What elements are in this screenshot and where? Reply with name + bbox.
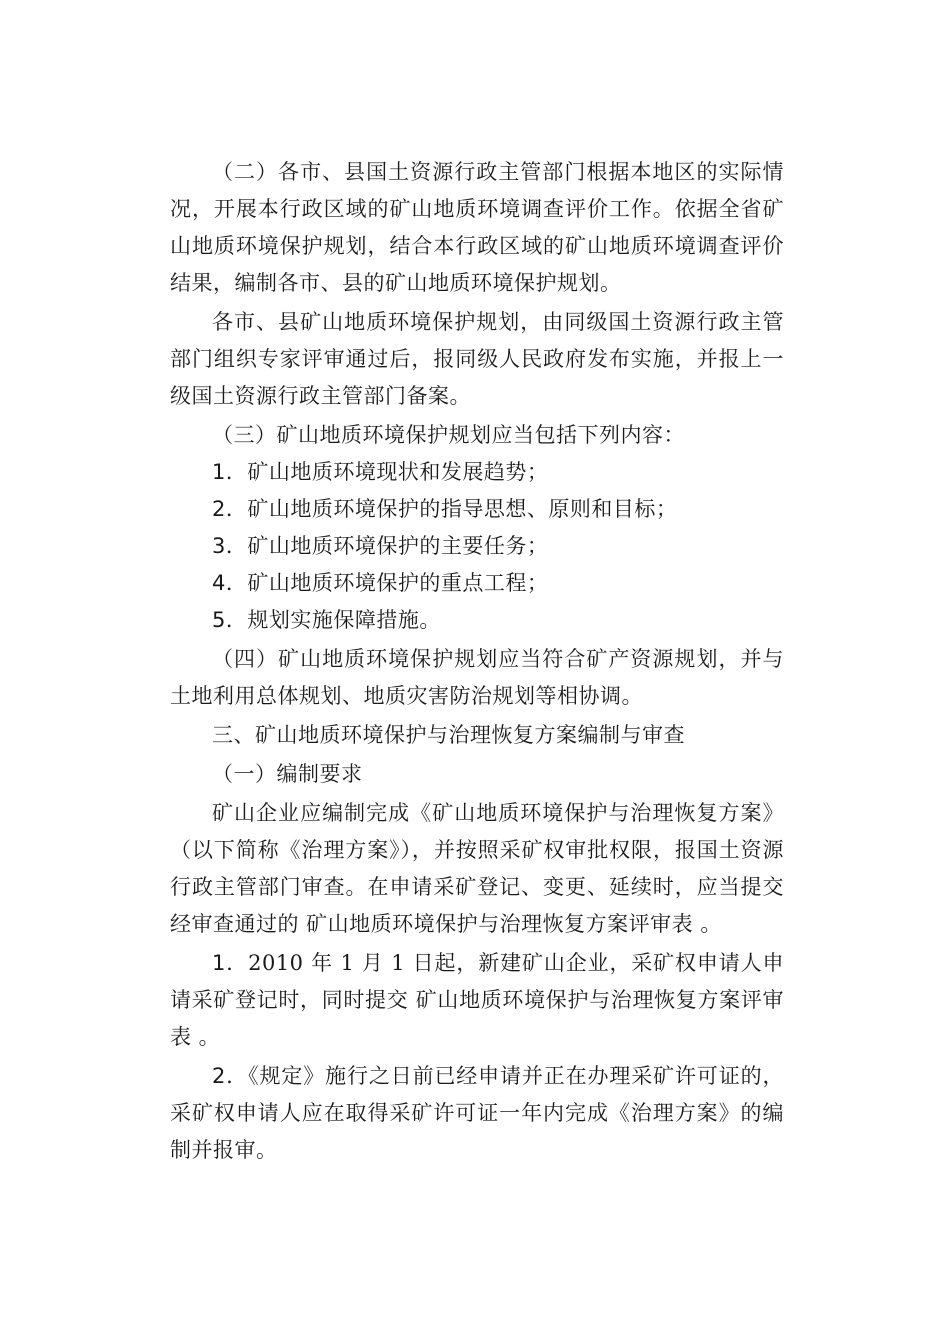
list-item-number: 2． [212,497,248,521]
paragraph-2-municipal-survey: （二）各市、县国土资源行政主管部门根据本地区的实际情况，开展本行政区域的矿山地质环境调查评价工作。依据全省矿山地质环境保护规划，结合本行政区域的矿山地质环境调查评价结果，编制各市、县的矿山地质环境保护规划。 [170,160,784,295]
document-body [170,154,784,1169]
paragraph-rule-1 [170,945,784,1056]
list-item [170,491,784,528]
list-item-text: 矿山地质环境保护的主要任务； [247,534,549,558]
section-heading-3: 三、矿山地质环境保护与治理恢复方案编制与审查 [212,723,685,747]
rule-number: 2． [212,1064,249,1088]
list-item-text: 矿山地质环境现状和发展趋势； [247,460,549,484]
paragraph-3-plan-contents: （三）矿山地质环境保护规划应当包括下列内容： [212,423,685,447]
paragraph-compile-requirement: 矿山企业应编制完成《矿山地质环境保护与治理恢复方案》（以下简称《治理方案》），并按照采矿权审批权限，报国土资源行政主管部门审查。在申请采矿登记、变更、延续时，应当提交经审查通过的 矿山地质环境保护与治理恢复方案评审表 。 [170,801,784,936]
paragraph-4-coordination: （四）矿山地质环境保护规划应当符合矿产资源规划，并与土地利用总体规划、地质灾害防治规划等相协调。 [170,647,784,708]
list-item-number: 4． [212,571,248,595]
list-item-text: 矿山地质环境保护的重点工程； [247,571,549,595]
paragraph-rule-2 [170,1058,784,1169]
subsection-heading-1: （一）编制要求 [212,762,363,786]
rule-text: 《规定》施行之日前已经申请并正在办理采矿许可证的，采矿权申请人应在取得采矿许可证一年内完成《治理方案》的编制并报审。 [170,1064,784,1162]
list-item-number: 3． [212,534,248,558]
list-item [170,602,784,639]
list-item-number: 5． [212,608,248,632]
list-item [170,528,784,565]
list-item [170,565,784,602]
list-item [170,454,784,491]
rule-number: 1． [212,951,249,975]
rule-text: 2010 年 1 月 1 日起，新建矿山企业，采矿权申请人申请采矿登记时，同时提交 矿山地质环境保护与治理恢复方案评审表 。 [170,951,784,1049]
list-item-number: 1． [212,460,248,484]
paragraph-municipal-plan-approval: 各市、县矿山地质环境保护规划，由同级国土资源行政主管部门组织专家评审通过后，报同级人民政府发布实施，并报上一级国土资源行政主管部门备案。 [170,310,784,408]
list-item-text: 矿山地质环境保护的指导思想、原则和目标； [247,497,678,521]
list-item-text: 规划实施保障措施。 [247,608,441,632]
